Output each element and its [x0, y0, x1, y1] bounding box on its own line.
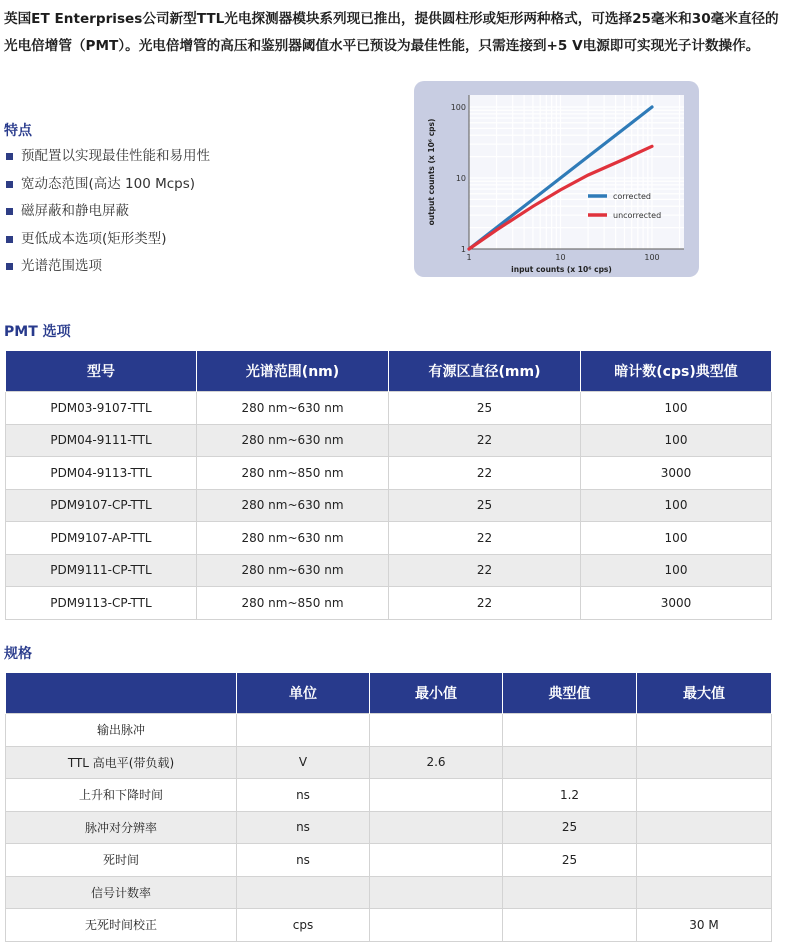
column-header: 最小值	[370, 673, 503, 714]
x-tick-label: 10	[555, 253, 566, 262]
table-cell: 100	[581, 554, 772, 587]
table-cell: PDM9107-AP-TTL	[6, 522, 197, 555]
square-bullet-icon	[6, 236, 13, 243]
table-row	[6, 554, 772, 587]
table-cell: 280 nm~630 nm	[197, 522, 389, 555]
table-cell	[370, 714, 503, 747]
table-cell: 280 nm~630 nm	[197, 489, 389, 522]
table-cell	[370, 876, 503, 909]
table-cell	[503, 909, 637, 942]
x-tick-label: 100	[644, 253, 660, 262]
table-cell: 280 nm~630 nm	[197, 424, 389, 457]
x-axis-label: input counts (x 10⁶ cps)	[511, 265, 612, 274]
table-cell	[637, 714, 772, 747]
table-row	[6, 522, 772, 555]
table-cell	[637, 876, 772, 909]
table-row	[6, 424, 772, 457]
spec-table	[5, 673, 772, 942]
intro-paragraph: 英国ET Enterprises公司新型TTL光电探测器模块系列现已推出，提供圆柱形或矩形两种格式，可选择25毫米和30毫米直径的光电倍增管（PMT）。光电倍增管的高压和鉴别器阈值水平已预设为最佳性能，只需连接到+5 V电源即可实现光子计数操作。	[4, 11, 779, 54]
square-bullet-icon	[6, 153, 13, 160]
table-cell: 信号计数率	[6, 876, 237, 909]
table-cell	[637, 746, 772, 779]
table-row	[6, 844, 772, 877]
x-tick-label: 1	[466, 253, 472, 262]
feature-item	[4, 145, 210, 173]
table-cell: 22	[389, 457, 581, 490]
features-heading: 特点	[4, 123, 32, 139]
table-cell: ns	[237, 844, 370, 877]
feature-text: 磁屏蔽和静电屏蔽	[21, 203, 129, 219]
table-cell: 100	[581, 489, 772, 522]
table-cell: 280 nm~850 nm	[197, 457, 389, 490]
table-cell	[237, 714, 370, 747]
feature-item	[4, 255, 210, 283]
table-cell	[370, 909, 503, 942]
table-cell: 22	[389, 424, 581, 457]
table-row	[6, 714, 772, 747]
feature-text: 更低成本选项(矩形类型)	[21, 230, 167, 247]
table-cell: V	[237, 746, 370, 779]
square-bullet-icon	[6, 263, 13, 270]
table-cell: 1.2	[503, 779, 637, 812]
table-cell: 280 nm~630 nm	[197, 392, 389, 425]
y-axis-label: output counts (x 10⁶ cps)	[427, 118, 436, 226]
column-header: 型号	[6, 351, 197, 392]
table-cell: 25	[389, 489, 581, 522]
square-bullet-icon	[6, 181, 13, 188]
table-cell: TTL 高电平(带负载)	[6, 746, 237, 779]
table-cell: 22	[389, 587, 581, 620]
table-cell: 2.6	[370, 746, 503, 779]
column-header: 单位	[237, 673, 370, 714]
table-row	[6, 909, 772, 942]
column-header: 有源区直径(mm)	[389, 351, 581, 392]
table-header-row	[6, 351, 772, 392]
table-cell	[637, 779, 772, 812]
table-cell: 无死时间校正	[6, 909, 237, 942]
feature-item	[4, 228, 210, 256]
table-cell	[237, 876, 370, 909]
table-cell: 25	[389, 392, 581, 425]
table-cell: 25	[503, 844, 637, 877]
table-cell: PDM9111-CP-TTL	[6, 554, 197, 587]
table-row	[6, 746, 772, 779]
table-cell: 22	[389, 522, 581, 555]
square-bullet-icon	[6, 208, 13, 215]
table-cell: 死时间	[6, 844, 237, 877]
spec-heading: 规格	[4, 646, 32, 662]
y-tick-label: 1	[460, 245, 466, 254]
column-header: 最大值	[637, 673, 772, 714]
legend-label: uncorrected	[613, 211, 662, 220]
table-cell: ns	[237, 811, 370, 844]
table-cell: 30 M	[637, 909, 772, 942]
table-cell: 3000	[581, 457, 772, 490]
table-cell: 100	[581, 392, 772, 425]
column-header	[6, 673, 237, 714]
column-header: 暗计数(cps)典型值	[581, 351, 772, 392]
table-cell	[370, 779, 503, 812]
table-cell: 100	[581, 424, 772, 457]
table-cell: 25	[503, 811, 637, 844]
table-row	[6, 876, 772, 909]
table-cell: PDM9113-CP-TTL	[6, 587, 197, 620]
table-cell: 280 nm~850 nm	[197, 587, 389, 620]
table-cell: 输出脉冲	[6, 714, 237, 747]
table-cell: 280 nm~630 nm	[197, 554, 389, 587]
table-cell: 22	[389, 554, 581, 587]
table-cell	[503, 876, 637, 909]
table-cell	[503, 746, 637, 779]
pmt-options-table	[5, 351, 772, 620]
feature-text: 预配置以实现最佳性能和易用性	[21, 148, 210, 164]
table-cell: 上升和下降时间	[6, 779, 237, 812]
feature-text: 光谱范围选项	[21, 258, 102, 274]
table-row	[6, 489, 772, 522]
table-cell: 3000	[581, 587, 772, 620]
column-header: 典型值	[503, 673, 637, 714]
y-tick-label: 10	[455, 174, 466, 183]
y-tick-label: 100	[450, 103, 466, 112]
table-cell	[637, 844, 772, 877]
feature-item	[4, 200, 210, 228]
table-row	[6, 587, 772, 620]
table-cell: 100	[581, 522, 772, 555]
table-cell	[637, 811, 772, 844]
table-cell: ns	[237, 779, 370, 812]
chart-svg	[414, 81, 699, 277]
table-cell: PDM04-9113-TTL	[6, 457, 197, 490]
features-list	[4, 145, 210, 283]
table-header-row	[6, 673, 772, 714]
column-header: 光谱范围(nm)	[197, 351, 389, 392]
table-row	[6, 811, 772, 844]
table-cell	[370, 811, 503, 844]
table-cell: PDM9107-CP-TTL	[6, 489, 197, 522]
table-cell: cps	[237, 909, 370, 942]
legend-label: corrected	[613, 192, 652, 201]
table-row	[6, 457, 772, 490]
count-rate-chart	[414, 81, 699, 277]
table-row	[6, 392, 772, 425]
table-cell	[503, 714, 637, 747]
feature-item	[4, 173, 210, 201]
table-cell: 脉冲对分辨率	[6, 811, 237, 844]
table-cell: PDM04-9111-TTL	[6, 424, 197, 457]
pmt-heading: PMT 选项	[4, 324, 71, 340]
feature-text: 宽动态范围(高达 100 Mcps)	[21, 175, 196, 192]
table-cell	[370, 844, 503, 877]
table-cell: PDM03-9107-TTL	[6, 392, 197, 425]
table-row	[6, 779, 772, 812]
